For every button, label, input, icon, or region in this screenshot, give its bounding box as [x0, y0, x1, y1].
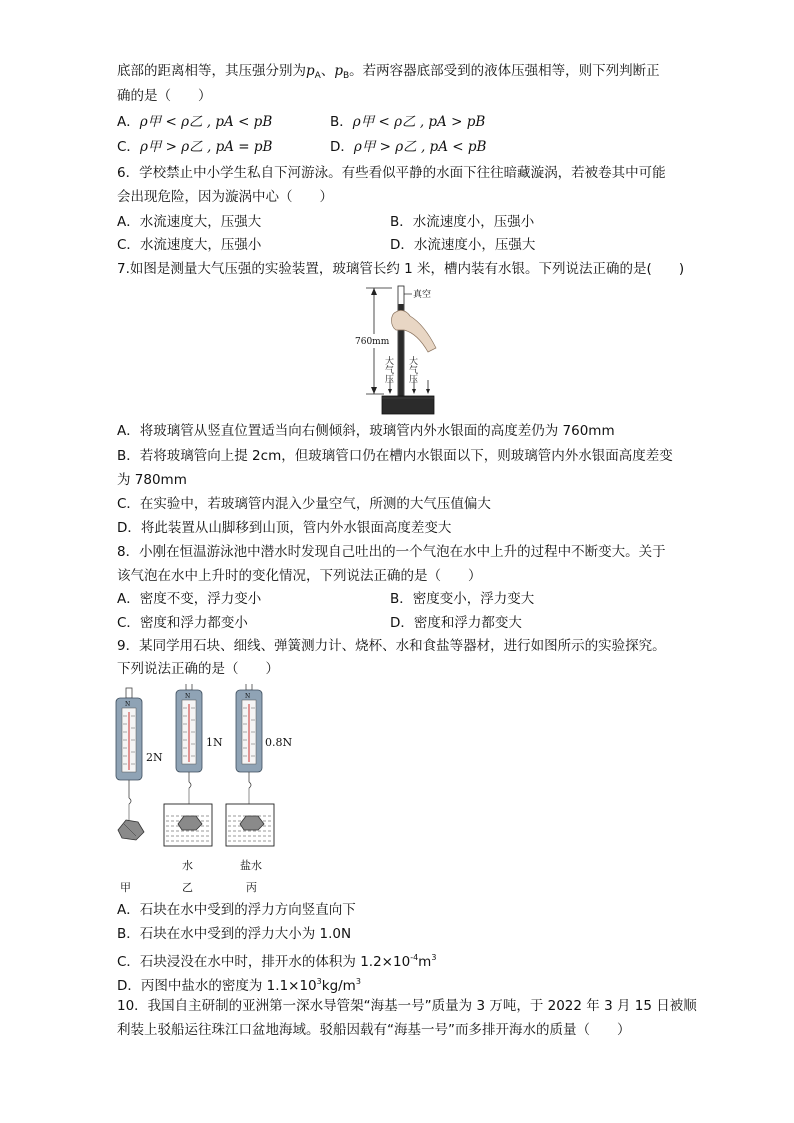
- vacuum-label: 真空: [413, 290, 432, 300]
- q10-stem-line-2: 利装上驳船运往珠江口盆地海域。驳船因载有“海基一号”而多排开海水的质量（ ）: [117, 1022, 631, 1038]
- q5-option-d: [330, 137, 486, 157]
- q5-option-b: [330, 112, 485, 132]
- spring-scale-figure: [108, 684, 308, 896]
- q7-option-c: C．在实验中，若玻璃管内混入少量空气，所测的大气压值偏大: [117, 496, 491, 512]
- q6-option-c: [117, 235, 261, 255]
- q7-option-d: D．将此装置从山脚移到山顶，管内外水银面高度差变大: [117, 520, 452, 536]
- option-d-unit-exponent: 3: [355, 977, 361, 986]
- q5-option-a: [117, 112, 272, 132]
- height-label: 760mm: [355, 337, 390, 347]
- q6-option-d: [390, 235, 535, 255]
- q6-option-a: [117, 212, 261, 232]
- q8-option-a: [117, 589, 261, 609]
- q8-stem-line-1: 8．小刚在恒温游泳池中潜水时发现自己吐出的一个气泡在水中上升的过程中不断变大。关于: [117, 544, 666, 560]
- option-c-text: C．石块浸没在水中时，排开水的体积为 1.2×10: [117, 954, 411, 970]
- option-label: A．: [117, 114, 140, 130]
- stone-jia: [118, 820, 144, 840]
- pB-subscript: B: [342, 71, 350, 81]
- q9-option-d: [117, 972, 361, 996]
- q9-option-b: B．石块在水中受到的浮力大小为 1.0N: [117, 926, 352, 942]
- liquid-label-water: 水: [182, 859, 193, 872]
- spring-scale-yi: [176, 684, 202, 818]
- option-label: B．: [330, 114, 353, 130]
- barometer-figure: [350, 282, 450, 417]
- option-formula: ρ甲 > ρ乙 , pA < pB: [353, 139, 487, 155]
- scale-unit-label: N: [245, 693, 251, 700]
- q9-option-a: A．石块在水中受到的浮力方向竖直向下: [117, 902, 356, 918]
- q5-text-b: 。若两容器底部受到的液体压强相等，则下列判断正: [349, 63, 660, 79]
- q5-option-c: [117, 137, 272, 157]
- atm-label-right: 大气压: [407, 356, 417, 383]
- beaker-salt-water: [226, 804, 274, 846]
- q7-option-b-cont: 为 780mm: [117, 472, 187, 488]
- q7-option-b: B．若将玻璃管向上提 2cm，但玻璃管口仍在槽内水银面以下，则玻璃管内外水银面高度差变: [117, 448, 673, 464]
- reading-bing: 0.8N: [265, 736, 293, 749]
- q5-line-2: 确的是（ ）: [117, 88, 212, 104]
- option-label: C．: [117, 139, 140, 155]
- q5-line-1: [117, 61, 660, 86]
- option-formula: ρ甲 > ρ乙 , pA = pB: [139, 139, 273, 155]
- q6-stem-line-2: 会出现危险，因为漩涡中心（ ）: [117, 189, 333, 205]
- option-formula: ρ甲 < ρ乙 , pA < pB: [139, 114, 273, 130]
- option-label: D．: [390, 237, 414, 253]
- option-label: C．: [117, 615, 140, 631]
- option-label: A．: [117, 214, 140, 230]
- atm-label-left: 大气压: [383, 356, 393, 383]
- option-text: 密度和浮力都变小: [139, 615, 248, 631]
- option-text: 水流速度大，压强大: [139, 214, 262, 230]
- q7-stem: 7.如图是测量大气压强的实验装置，玻璃管长约 1 米，槽内装有水银。下列说法正确的是( ): [117, 261, 685, 277]
- option-text: 水流速度大，压强小: [139, 237, 262, 253]
- pA-symbol: p: [306, 63, 315, 79]
- q6-option-b: [390, 212, 534, 232]
- q9-stem-line-2: 下列说法正确的是（ ）: [117, 661, 279, 677]
- q7-option-a: A．将玻璃管从竖直位置适当向右侧倾斜，玻璃管内外水银面的高度差仍为 760mm: [117, 423, 615, 439]
- option-d-text: D．丙图中盐水的密度为 1.1×10: [117, 978, 317, 994]
- q9-option-c: [117, 948, 436, 972]
- q8-option-d: [390, 613, 522, 633]
- pA-subscript: A: [314, 71, 321, 81]
- option-text: 密度和浮力都变大: [413, 615, 522, 631]
- caption-bing: 丙: [246, 881, 257, 894]
- scale-unit-label: N: [185, 693, 191, 700]
- option-label: A．: [117, 591, 140, 607]
- q5-separator: 、: [320, 63, 335, 79]
- option-text: 水流速度小，压强大: [413, 237, 536, 253]
- option-text: 密度变小，浮力变大: [412, 591, 535, 607]
- option-c-unit-exponent: 3: [431, 953, 437, 962]
- caption-yi: 乙: [182, 881, 193, 894]
- option-d-exponent: 3: [316, 977, 322, 986]
- option-label: B．: [390, 214, 413, 230]
- q8-stem-line-2: 该气泡在水中上升时的变化情况，下列说法正确的是（ ）: [117, 568, 482, 584]
- option-label: D．: [330, 139, 354, 155]
- option-c-exponent: -4: [410, 953, 419, 962]
- option-label: B．: [390, 591, 413, 607]
- q8-option-c: [117, 613, 248, 633]
- reading-yi: 1N: [206, 736, 223, 749]
- pB-symbol: p: [334, 63, 343, 79]
- q10-stem-line-1: 10．我国自主研制的亚洲第一深水导管架“海基一号”质量为 3 万吨，于 2022 年 3 月 15 日被顺: [117, 998, 697, 1014]
- caption-jia: 甲: [120, 881, 131, 894]
- scale-unit-label: N: [125, 701, 131, 708]
- reading-jia: 2N: [146, 751, 163, 764]
- option-label: C．: [117, 237, 140, 253]
- option-d-unit: kg/m: [321, 978, 356, 994]
- option-c-unit: m: [418, 954, 432, 970]
- q8-option-b: [390, 589, 534, 609]
- option-text: 水流速度小，压强小: [412, 214, 535, 230]
- spring-scale-jia: [116, 688, 144, 840]
- option-text: 密度不变，浮力变小: [139, 591, 262, 607]
- spring-scale-bing: [236, 684, 262, 818]
- beaker-water: [164, 804, 212, 846]
- q5-text-a: 底部的距离相等，其压强分别为: [117, 63, 306, 79]
- option-label: D．: [390, 615, 414, 631]
- liquid-label-salt-water: 盐水: [240, 859, 262, 872]
- q9-stem-line-1: 9．某同学用石块、细线、弹簧测力计、烧杯、水和食盐等器材，进行如图所示的实验探究。: [117, 638, 666, 654]
- q6-stem-line-1: 6．学校禁止中小学生私自下河游泳。有些看似平静的水面下往往暗藏漩涡，若被卷其中可能: [117, 165, 666, 181]
- option-formula: ρ甲 < ρ乙 , pA > pB: [352, 114, 486, 130]
